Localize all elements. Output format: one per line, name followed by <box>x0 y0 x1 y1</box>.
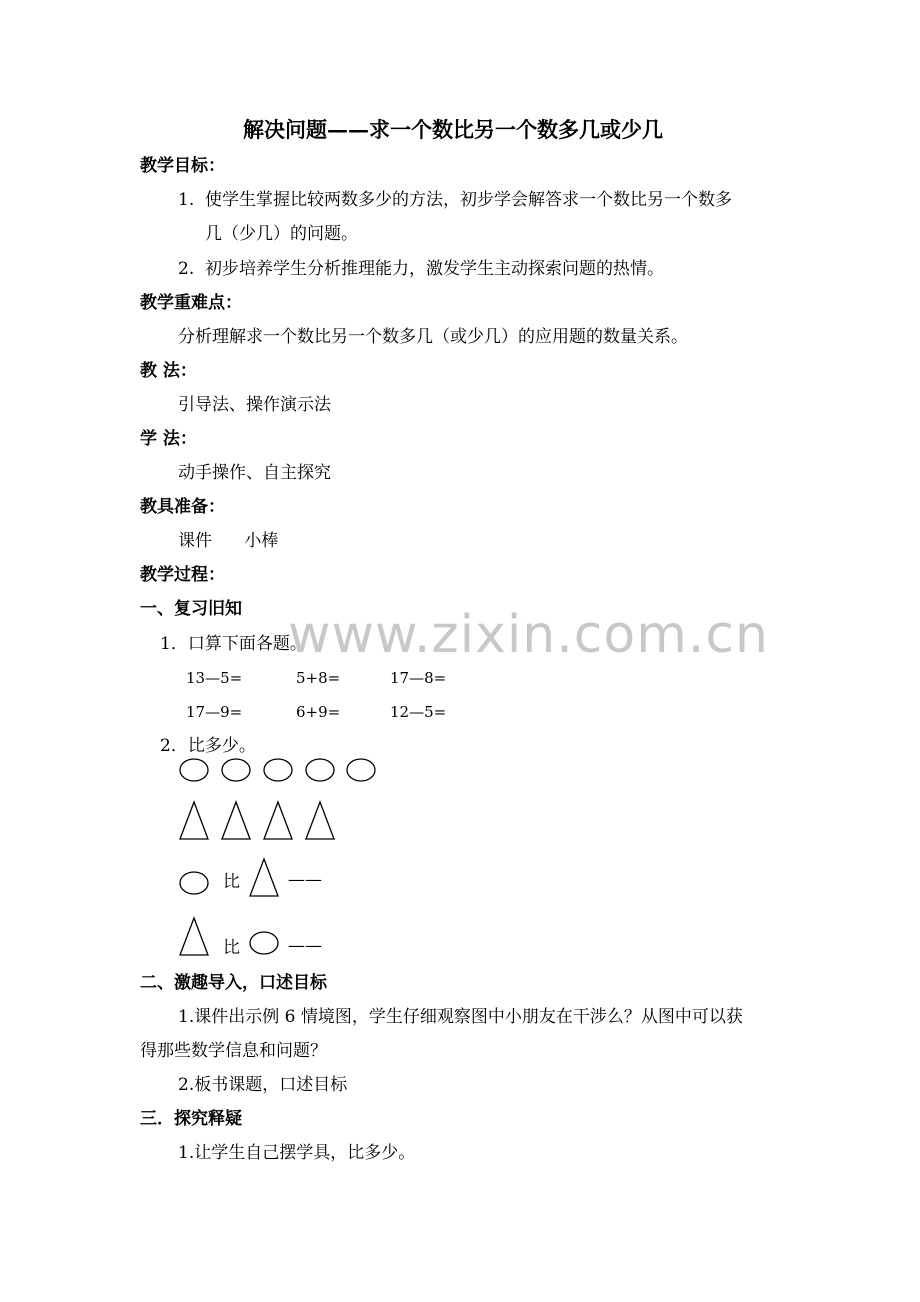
item-1: 1．口算下面各题。 <box>160 634 307 654</box>
circle-shape <box>222 759 250 781</box>
circle-shape <box>248 930 280 956</box>
equation: 12—5= <box>390 703 447 721</box>
item-2: 2．比多少。 <box>160 736 256 756</box>
keypoints-heading: 教学重难点： <box>140 293 242 313</box>
circle-shape <box>264 759 292 781</box>
teach-method-heading: 教 法： <box>140 361 197 381</box>
triangle-shape <box>248 857 282 899</box>
objective-1-line-2: 几（少几）的问题。 <box>205 224 358 244</box>
teach-method-text: 引导法、操作演示法 <box>178 395 331 415</box>
learn-method-text: 动手操作、自主探究 <box>178 463 331 483</box>
circle-shape <box>178 870 210 896</box>
process-heading: 教学过程： <box>140 565 225 585</box>
triangle-shape <box>264 802 292 839</box>
triangle-shape <box>180 802 208 839</box>
section-1-heading: 一、复习旧知 <box>140 599 242 619</box>
section-3-heading: 三．探究释疑 <box>140 1109 242 1129</box>
triangle-shape <box>222 802 250 839</box>
learn-method-heading: 学 法： <box>140 429 197 449</box>
prep-heading: 教具准备： <box>140 497 225 517</box>
circle-shape <box>306 759 334 781</box>
equation: 6+9= <box>296 703 341 721</box>
section-2-heading: 二、激趣导入，口述目标 <box>140 973 327 993</box>
keypoints-text: 分析理解求一个数比另一个数多几（或少几）的应用题的数量关系。 <box>178 327 688 347</box>
objectives-heading: 教学目标： <box>140 156 225 176</box>
watermark: www.zixin.com.cn <box>288 605 769 665</box>
prep-text: 课件 小棒 <box>178 531 279 551</box>
section-2-item-2: 2.板书课题，口述目标 <box>178 1075 348 1095</box>
section-2-item-1-line-1: 1.课件出示例 6 情境图，学生仔细观察图中小朋友在干涉么？从图中可以获 <box>178 1007 743 1027</box>
triangle-row <box>178 800 338 842</box>
circle-shape <box>347 759 375 781</box>
equation: 17—8= <box>390 669 447 687</box>
answer-blank: —— <box>288 936 322 956</box>
page-title: 解决问题——求一个数比另一个数多几或少几 <box>243 117 663 142</box>
equation: 5+8= <box>296 669 341 687</box>
objective-2-text: 初步培养学生分析推理能力，激发学生主动探索问题的热情。 <box>205 259 664 279</box>
objective-2-number: 2. <box>178 259 195 279</box>
equation: 17—9= <box>186 703 243 721</box>
compare-word: 比 <box>223 872 240 892</box>
circle-row <box>178 757 378 785</box>
equation: 13—5= <box>186 669 243 687</box>
objective-1-number: 1. <box>178 190 195 210</box>
triangle-shape <box>306 802 334 839</box>
section-2-item-1-line-2: 得那些数学信息和问题？ <box>140 1041 327 1061</box>
section-3-item-1: 1.让学生自己摆学具，比多少。 <box>178 1143 416 1163</box>
compare-word: 比 <box>223 938 240 958</box>
triangle-shape <box>178 916 212 958</box>
circle-shape <box>180 759 208 781</box>
answer-blank: —— <box>288 870 322 890</box>
objective-1-line-1: 使学生掌握比较两数多少的方法，初步学会解答求一个数比另一个数多 <box>205 190 732 210</box>
